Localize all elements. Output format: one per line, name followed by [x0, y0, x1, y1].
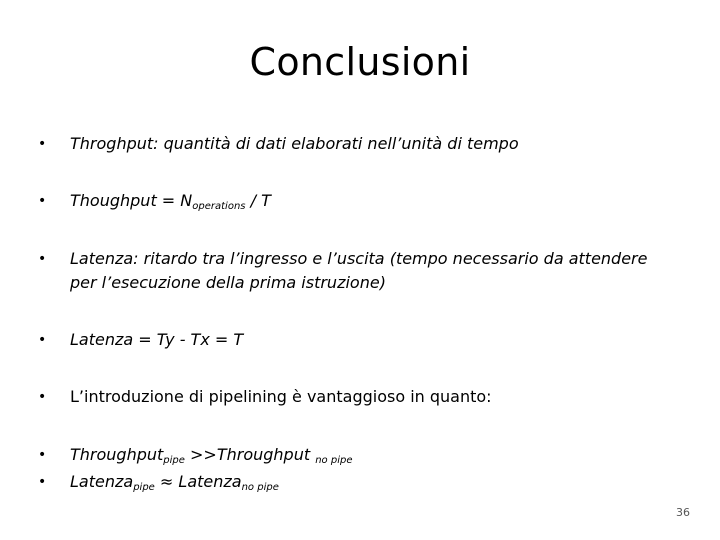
- formula-lead: Thoughput = N: [70, 191, 193, 210]
- formula-tail: / T: [245, 191, 271, 210]
- bullet-marker: •: [38, 332, 47, 348]
- bullet-marker: •: [38, 193, 47, 209]
- bullet-text: [70, 247, 670, 295]
- bullet-text: [70, 443, 670, 467]
- bullet-marker: •: [38, 389, 47, 405]
- compare-subscript-1: pipe: [163, 455, 185, 466]
- bullet-text: Throghput: quantità di dati elaborati nell’unità di tempo: [70, 134, 519, 153]
- bullet-text: [70, 189, 670, 213]
- bullet-text: [70, 470, 670, 494]
- bullet-text: L’introduzione di pipelining è vantaggioso in quanto:: [70, 387, 492, 406]
- compare-subscript-2: no pipe: [241, 482, 279, 493]
- compare-lead: Latenza: [70, 472, 134, 491]
- compare-mid: >>Throughput: [184, 445, 316, 464]
- compare-lead: Throughput: [70, 445, 164, 464]
- page-number: 36: [676, 506, 690, 519]
- bullet-line-1: Latenza: ritardo tra l’ingresso e l’uscita (tempo necessario da attendere: [70, 249, 648, 268]
- compare-mid: ≈ Latenza: [154, 472, 242, 491]
- compare-subscript-1: pipe: [133, 482, 155, 493]
- bullet-marker: •: [38, 474, 47, 490]
- slide-title: Conclusioni: [249, 40, 471, 84]
- bullet-text: Latenza = Ty - Tx = T: [70, 330, 244, 349]
- bullet-marker: •: [38, 447, 47, 463]
- formula-subscript: operations: [192, 201, 246, 212]
- bullet-marker: •: [38, 251, 47, 267]
- bullet-marker: •: [38, 136, 47, 152]
- bullet-line-2: per l’esecuzione della prima istruzione): [70, 273, 386, 292]
- compare-subscript-2: no pipe: [315, 455, 353, 466]
